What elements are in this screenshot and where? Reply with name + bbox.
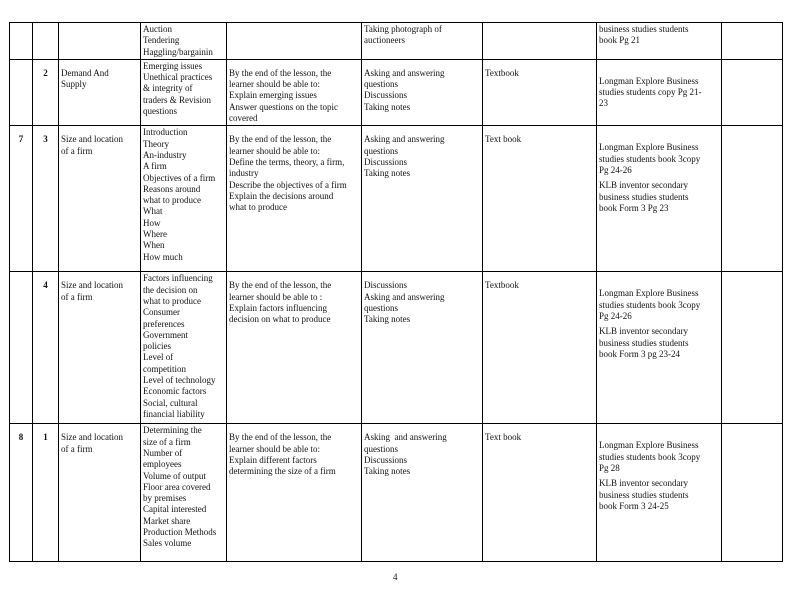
resources-cell: Text book xyxy=(483,126,597,272)
topic-cell: Demand And Supply xyxy=(59,59,141,125)
page-number: 4 xyxy=(393,572,398,582)
table-row xyxy=(10,424,783,562)
references-cell xyxy=(597,126,722,272)
topic-cell xyxy=(59,23,141,60)
table-row xyxy=(10,126,783,272)
remarks-cell xyxy=(722,126,783,272)
table-row xyxy=(10,59,783,125)
week-cell xyxy=(10,23,33,60)
objectives-cell: By the end of the lesson, the learner should be able to: Define the terms, theory, a firm, industry Describe the objectives of a firm Explain the decisions around what to produce xyxy=(227,126,362,272)
table-row xyxy=(10,272,783,424)
week-cell xyxy=(10,272,33,424)
reference-entry: KLB inventor secondary business studies students book Form 3 Pg 23 xyxy=(599,180,689,213)
reference-entry: KLB inventor secondary business studies students book Form 3 pg 23-24 xyxy=(599,326,689,359)
reference-entry: Longman Explore Business studies students book 3copy Pg 24-26 xyxy=(599,288,701,321)
activities-cell: Discussions Asking and answering questions Taking notes xyxy=(362,272,483,424)
objectives-cell xyxy=(227,23,362,60)
week-cell xyxy=(10,59,33,125)
reference-entry: Longman Explore Business studies students book 3copy Pg 28 xyxy=(599,440,701,473)
subtopic-cell: Determining the size of a firm Number of employees Volume of output Floor area covered by premises Capital interested Market share Production Methods Sales volume xyxy=(141,424,227,562)
resources-cell: Textbook xyxy=(483,59,597,125)
references-cell xyxy=(597,23,722,60)
activities-cell: Taking photograph of auctioneers xyxy=(362,23,483,60)
objectives-cell: By the end of the lesson, the learner should be able to : Explain factors influencing decision on what to produce xyxy=(227,272,362,424)
subtopic-cell: Factors influencing the decision on what to produce Consumer preferences Government policies Level of competition Level of technology Economic factors Social, cultural financial liability xyxy=(141,272,227,424)
references-cell xyxy=(597,272,722,424)
reference-entry: KLB inventor secondary business studies students book Form 3 24-25 xyxy=(599,478,689,511)
topic-cell: Size and location of a firm xyxy=(59,272,141,424)
lesson-cell: 3 xyxy=(33,126,59,272)
subtopic-cell: Emerging issues Unethical practices & integrity of traders & Revision questions xyxy=(141,59,227,125)
reference-entry: Longman Explore Business studies students copy Pg 21- 23 xyxy=(599,75,702,109)
references-cell xyxy=(597,424,722,562)
lesson-cell: 1 xyxy=(33,424,59,562)
reference-entry: business studies students book Pg 21 xyxy=(599,24,689,46)
remarks-cell xyxy=(722,272,783,424)
remarks-cell xyxy=(722,23,783,60)
week-cell: 7 xyxy=(10,126,33,272)
activities-cell: Asking and answering questions Discussions Taking notes xyxy=(362,126,483,272)
objectives-cell: By the end of the lesson, the learner should be able to: Explain different factors determining the size of a firm xyxy=(227,424,362,562)
resources-cell: Text book xyxy=(483,424,597,562)
reference-entry: Longman Explore Business studies students book 3copy Pg 24-26 xyxy=(599,142,701,175)
remarks-cell xyxy=(722,59,783,125)
subtopic-cell: Introduction Theory An-industry A firm Objectives of a firm Reasons around what to produce What How Where When How much xyxy=(141,126,227,272)
table-row xyxy=(10,23,783,60)
topic-cell: Size and location of a firm xyxy=(59,126,141,272)
activities-cell: Asking and answering questions Discussions Taking notes xyxy=(362,424,483,562)
activities-cell: Asking and answering questions Discussions Taking notes xyxy=(362,59,483,125)
resources-cell: Textbook xyxy=(483,272,597,424)
subtopic-cell: Auction Tendering Haggling/bargainin xyxy=(141,23,227,60)
lesson-cell xyxy=(33,23,59,60)
topic-cell: Size and location of a firm xyxy=(59,424,141,562)
scheme-of-work-table xyxy=(9,22,783,562)
resources-cell xyxy=(483,23,597,60)
week-cell: 8 xyxy=(10,424,33,562)
lesson-cell: 2 xyxy=(33,59,59,125)
objectives-cell: By the end of the lesson, the learner should be able to: Explain emerging issues Answer questions on the topic covered xyxy=(227,59,362,125)
references-cell xyxy=(597,59,722,125)
lesson-cell: 4 xyxy=(33,272,59,424)
remarks-cell xyxy=(722,424,783,562)
